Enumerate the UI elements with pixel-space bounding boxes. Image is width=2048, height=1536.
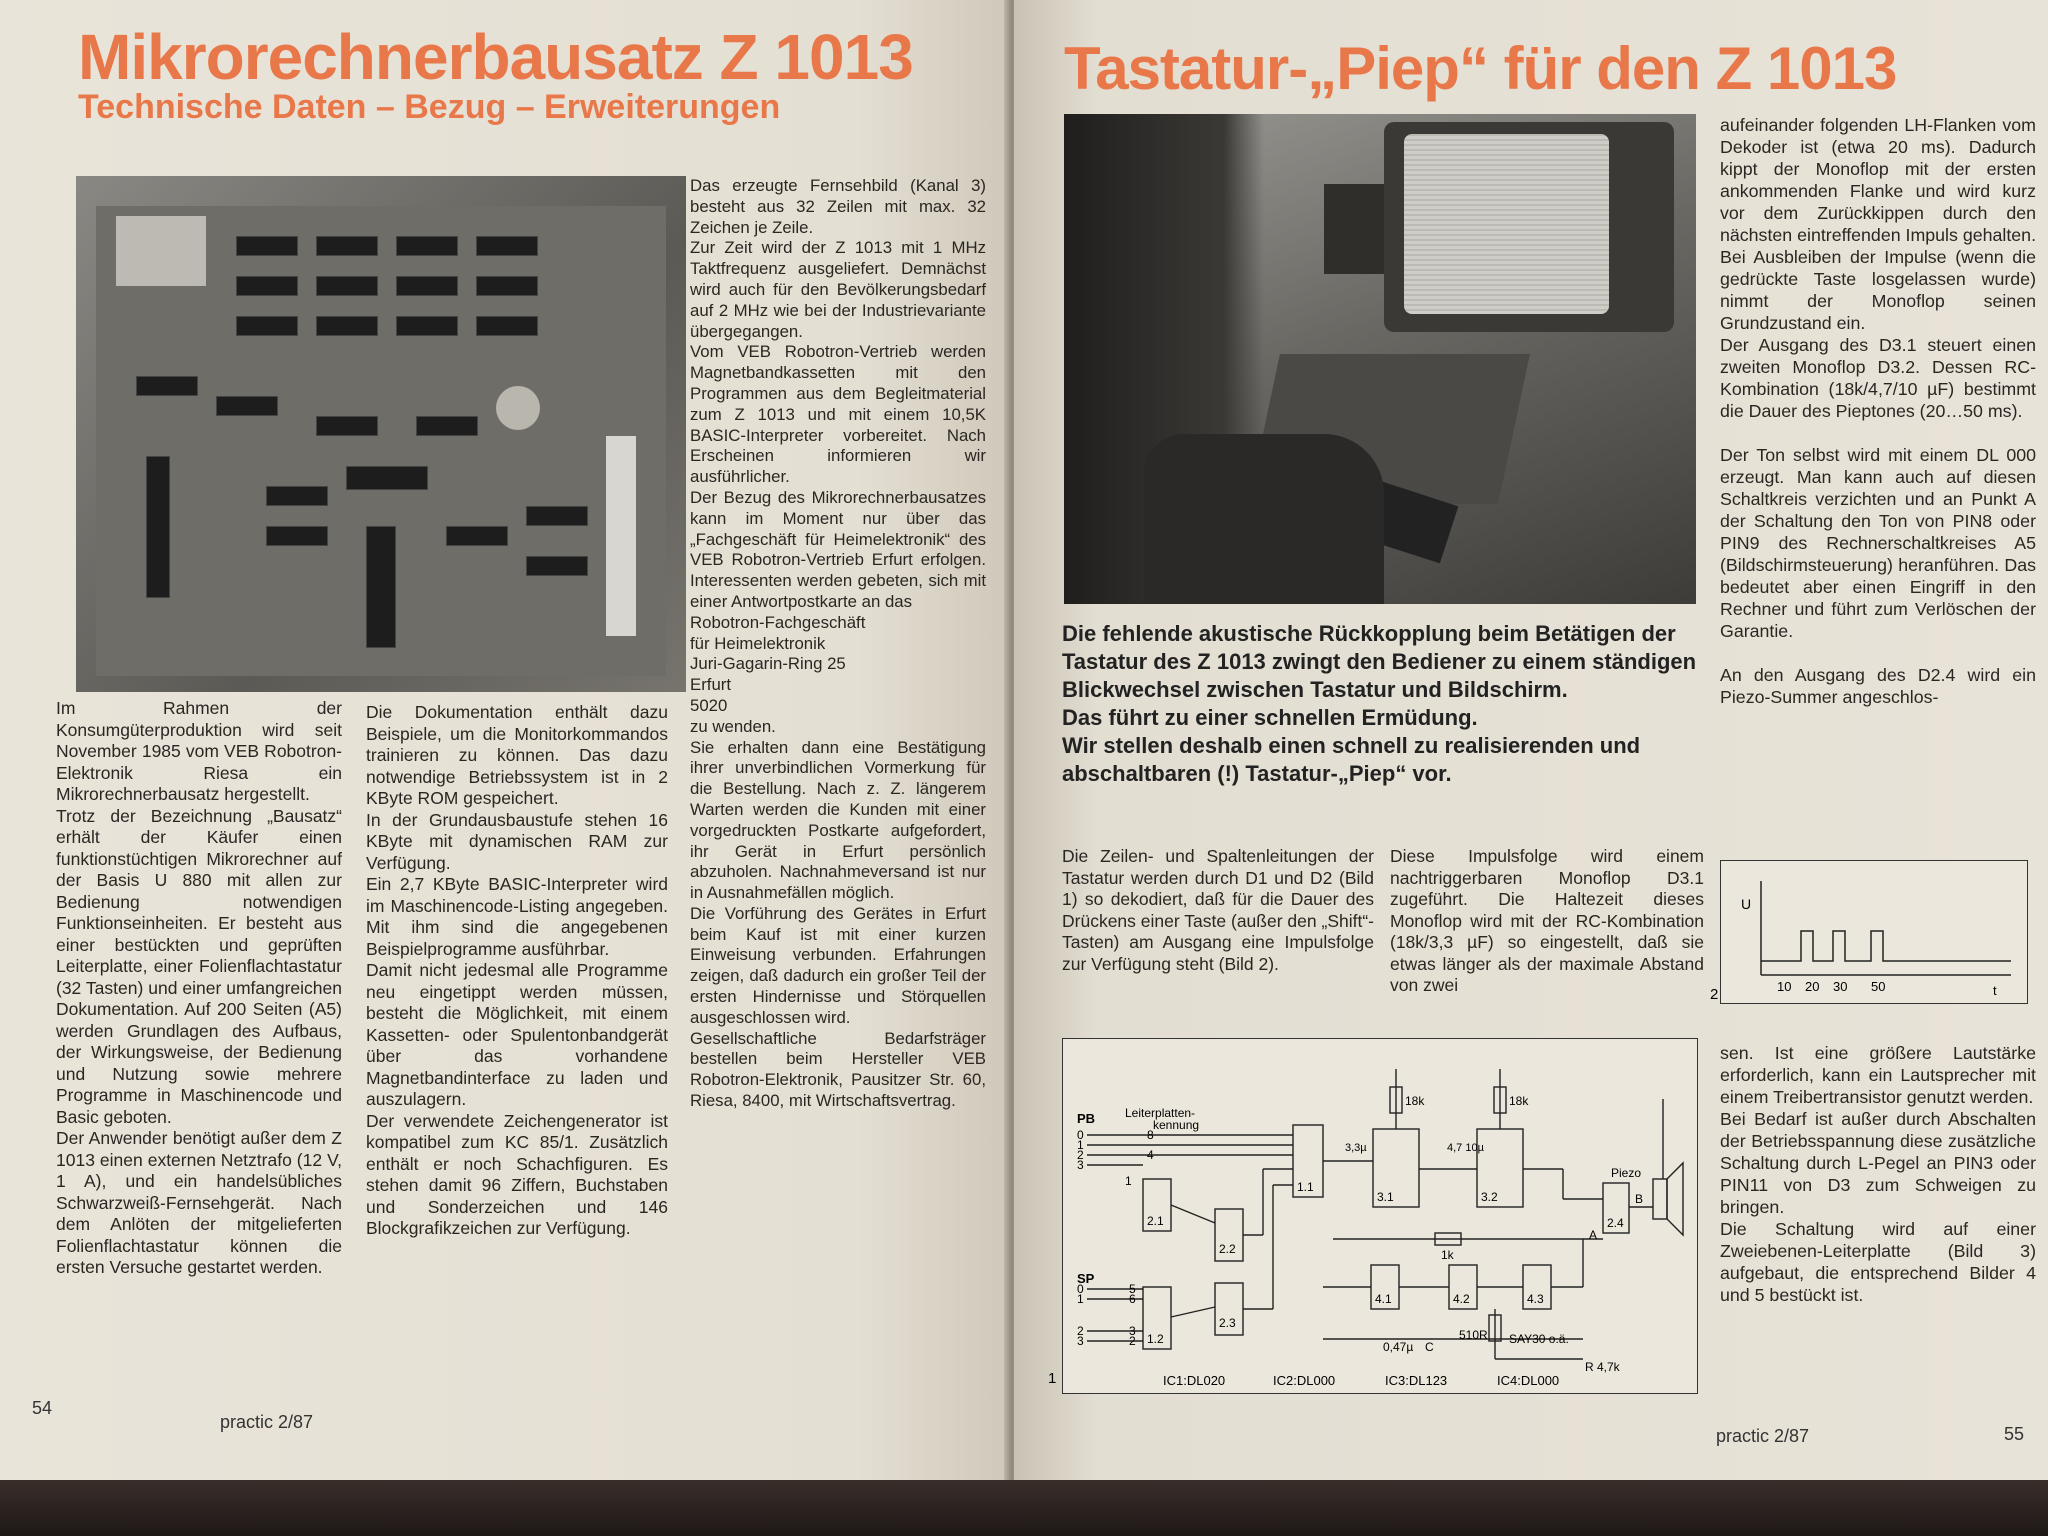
paragraph: Der verwendete Zeichengenerator ist kompatibel zum KC 85/1. Zusätzlich enthält er noch Schachfiguren. Es stehen damit 96 Ziffern, Buchstaben und Sonderzeichen und 146 Blockgrafikzeichen zur Verfügung. (366, 1110, 668, 1238)
address-line: für Heimelektronik (690, 633, 826, 653)
address-line: Erfurt (690, 675, 732, 695)
pin-label: 2 (1077, 1148, 1084, 1162)
paragraph: Der Bezug des Mikrorechnerbausatzes kann im Moment nur über das „Fachgeschäft für Heimelektronik“ des VEB Robotron-Vertrieb Erfurt erfolgen. Interessenten werden gebeten, sich mit einer Antwortpostkarte an das (690, 487, 986, 611)
paragraph: Zur Zeit wird der Z 1013 mit 1 MHz Taktfrequenz ausgeliefert. Demnächst wird auch für den Bevölkerungsbedarf auf 2 MHz wie bei der Industrievariante übergegangen. (690, 238, 986, 341)
pin-number: 5 (1129, 1282, 1136, 1296)
node-a-label: A (1589, 1228, 1598, 1242)
resistor-label: 18k (1509, 1094, 1529, 1108)
right-column-d (1720, 1042, 2036, 1306)
board-photo (76, 176, 686, 692)
paragraph: Trotz der Bezeichnung „Bausatz“ erhält der Käufer einen funktionstüchtigen Mikrorechner auf der Basis U 880 mit allen zur Bedienung notwendigen Funktionseinheiten. Er besteht aus einer bestückten und geprüften Leiterplatte, einer Folienflachtastatur (32 Tasten) und einer umfangreichen Dokumentation. Auf 200 Seiten (A5) werden Grundlagen des Aufbaus, der Wirkungsweise, der Bedienung und Nutzung sowie mehrere Programme in Maschinencode und Basic geboten. (56, 805, 342, 1127)
paragraph: Damit nicht jedesmal alle Programme neu eingetippt werden müssen, besteht die Möglichkeit, mit einem Kassetten- oder Spulentonbandgerät über das vorhandene Magnetbandinterface zu laden und auszulagern. (366, 960, 668, 1109)
paragraph: Vom VEB Robotron-Vertrieb werden Magnetbandkassetten mit den Programmen aus dem Begleitmaterial zum Z 1013 und mit einem 10,5K BASIC-Interpreter vorbereitet. Nach Erscheinen informieren wir ausführlicher. (690, 342, 986, 487)
capacitor-label: 0,47µ (1383, 1340, 1414, 1354)
article-title-right: Tastatur-„Piep“ für den Z 1013 (1064, 35, 1897, 102)
gate-label: 2.3 (1219, 1316, 1236, 1330)
pulse-figure (1720, 860, 2028, 1004)
paragraph: An den Ausgang des D2.4 wird ein Piezo-Summer angeschlos- (1720, 665, 2036, 707)
gate-label: 2.1 (1147, 1214, 1164, 1228)
gate-label: 1.1 (1297, 1180, 1314, 1194)
gate-label: 4.1 (1375, 1292, 1392, 1306)
pin-number: 6 (1129, 1292, 1136, 1306)
capacitor-label: 3,3µ (1345, 1142, 1367, 1154)
tick-label: 50 (1871, 979, 1886, 994)
spacer (1720, 422, 2036, 444)
pin-label: 1 (1077, 1292, 1084, 1306)
pin-number: 3 (1129, 1324, 1136, 1338)
pin-label: 1 (1077, 1138, 1084, 1152)
pulse-diagram (1721, 861, 2027, 1003)
paragraph: sen. Ist eine größere Lautstärke erforderlich, kann ein Lautsprecher mit einem Treibertransistor genutzt werden. (1720, 1043, 2036, 1107)
resistor-label: R 4,7k (1585, 1360, 1620, 1374)
ic-label: IC1:DL020 (1163, 1373, 1226, 1388)
paragraph: Das erzeugte Fernsehbild (Kanal 3) besteht aus 32 Zeilen mit max. 32 Zeichen je Zeile. (690, 176, 986, 237)
capacitor-symbol-label: C (1425, 1340, 1434, 1354)
gate-label: 4.2 (1453, 1292, 1470, 1306)
resistor-label: 510R (1459, 1328, 1488, 1342)
left-column-1 (56, 698, 342, 1279)
article-title-left: Mikrorechnerbausatz Z 1013 (78, 21, 913, 93)
pin-label: 0 (1077, 1282, 1084, 1296)
schematic-figure (1062, 1038, 1698, 1394)
leiterplatten-label: Leiterplatten- (1125, 1106, 1196, 1120)
left-column-3 (690, 176, 986, 1112)
paragraph: Die Vorführung des Gerätes in Erfurt beim Kauf ist mit einer kurzen Einweisung verbunden. Erfahrungen zeigen, daß dadurch ein großer Teil der ersten Hindernisse und Störquellen ausgeschlossen wird. (690, 903, 986, 1027)
right-column-a: Die Zeilen- und Spaltenleitungen der Tastatur werden durch D1 und D2 (Bild 1) so dekodiert, daß für die Dauer des Drückens einer Taste (außer den „Shift“-Tasten) am Ausgang eine Impulsfolge zur Verfügung steht (Bild 2). (1062, 846, 1374, 974)
paragraph: Sie erhalten dann eine Bestätigung ihrer unverbindlichen Vormerkung für die Bestellung. Nach z. Z. längerem Warten werden die Kunden mit einer vorgedruckten Postkarte aufgefordert, ihr Gerät in Erfurt persönlich abzuholen. Nachnahmeversand ist nur in Ausnahmefällen möglich. (690, 737, 986, 903)
page-number-left: 54 (32, 1398, 53, 1418)
gate-label: 2.2 (1219, 1242, 1236, 1256)
intro-caption: Die fehlende akustische Rückkopplung beim Betätigen der Tastatur des Z 1013 zwingt den Bediener zu einem ständigen Blickwechsel zwischen Tastatur und Bildschirm. Das führt zu einer schnellen Ermüdung. Wir stellen deshalb einen schnell zu realisierenden und abschaltbaren (!) Tastatur-„Piep“ vor. (1062, 621, 1697, 786)
kennung-label: kennung (1153, 1118, 1200, 1132)
node-b-label: B (1635, 1192, 1644, 1206)
right-column-c (1720, 114, 2036, 708)
sp-label: SP (1077, 1271, 1095, 1286)
gate-label: 4.3 (1527, 1292, 1544, 1306)
tick-label: 10 (1777, 979, 1792, 994)
footer-left: practic 2/87 (220, 1412, 314, 1432)
resistor-label: 1k (1441, 1248, 1454, 1262)
capacitor-label: 4,7 10µ (1447, 1142, 1484, 1154)
paragraph: Die Schaltung wird auf einer Zweiebenen-Leiterplatte (Bild 3) aufgebaut, die entsprechend Bilder 4 und 5 bestückt ist. (1720, 1219, 2036, 1305)
pin-label: 0 (1077, 1128, 1084, 1142)
right-page (1014, 0, 2048, 1480)
address-line: Robotron-Fachgeschäft (690, 612, 866, 632)
diode-label: SAY30 o.ä. (1509, 1332, 1569, 1346)
gate-label: 1.2 (1147, 1332, 1164, 1346)
tick-label: 20 (1805, 979, 1820, 994)
y-axis-label: U (1741, 896, 1752, 912)
address-line: 5020 (690, 695, 728, 715)
paragraph: Bei Bedarf ist außer durch Abschalten der Betriebsspannung diese zusätzliche Schaltung durch L-Pegel an PIN3 oder PIN11 von D3 zum Schweigen zu bringen. (1720, 1109, 2036, 1217)
article-subtitle-left: Technische Daten – Bezug – Erweiterungen (78, 88, 781, 126)
pin-label: 3 (1077, 1158, 1084, 1172)
pb-label: PB (1077, 1111, 1096, 1126)
paragraph: Der Anwender benötigt außer dem Z 1013 einen externen Netztrafo (12 V, 1 A), und ein handelsübliches Schwarzweiß-Fernsehgerät. Nach dem Anlöten der mitgelieferten Folienflachtastatur können die ersten Versuche gestartet werden. (56, 1128, 342, 1277)
x-axis-label: t (1993, 983, 1997, 998)
keyboard-photo (1064, 114, 1696, 604)
page-number-right: 55 (2004, 1424, 2025, 1444)
schematic-diagram (1063, 1039, 1697, 1393)
paragraph: aufeinander folgenden LH-Flanken vom Dekoder ist (etwa 20 ms). Dadurch kippt der Monoflop mit der ersten ankommenden Flanke und wird kurz vor dem Zurückkippen durch den nächsten eintreffenden Impuls gehalten. Bei Ausbleiben der Impulse (wenn die gedrückte Taste losgelassen wurde) nimmt der Monoflop seinen Grundzustand ein. (1720, 115, 2037, 333)
pin-number: 1 (1125, 1174, 1132, 1188)
pin-number: 2 (1129, 1334, 1136, 1348)
footer-right: practic 2/87 (1716, 1426, 1810, 1446)
paragraph: Gesellschaftliche Bedarfsträger bestellen beim Hersteller VEB Robotron-Elektronik, Pausitzer Str. 60, Riesa, 8400, mit Wirtschaftsvertrag. (690, 1028, 986, 1111)
right-column-b: Diese Impulsfolge wird einem nachtriggerbaren Monoflop D3.1 zugeführt. Die Haltezeit dieses Monoflop wird mit der RC-Kombination (18k/3,3 µF) so eingestellt, daß sie etwas länger als der maximale Abstand von zwei (1390, 846, 1704, 995)
figure-number-2: 2 (1710, 986, 1719, 1003)
ic-label: IC2:DL000 (1273, 1373, 1336, 1388)
monoflop-label: 3.1 (1377, 1190, 1394, 1204)
left-column-2 (366, 702, 668, 1240)
left-page (0, 0, 1010, 1480)
paragraph: zu wenden. (690, 716, 776, 736)
gate-label: 2.4 (1607, 1216, 1624, 1230)
paragraph: Im Rahmen der Konsumgüterproduktion wird seit November 1985 vom VEB Robotron-Elektronik Riesa ein Mikrorechnerbausatz hergestellt. (56, 698, 342, 804)
pin-label: 3 (1077, 1334, 1084, 1348)
spacer (1720, 642, 2036, 664)
pin-number: 4 (1147, 1148, 1154, 1162)
ic-label: IC4:DL000 (1497, 1373, 1560, 1388)
figure-number-1: 1 (1048, 1370, 1057, 1387)
paragraph: Ein 2,7 KByte BASIC-Interpreter wird im Maschinencode-Listing angegeben. Mit ihm sind die angegebenen Beispielprogramme ausführbar. (366, 874, 668, 959)
piezo-label: Piezo (1611, 1166, 1642, 1180)
paragraph: In der Grundausbaustufe stehen 16 KByte mit dynamischen RAM zur Verfügung. (366, 809, 668, 873)
table-background (0, 1480, 2048, 1536)
paragraph: Der Ton selbst wird mit einem DL 000 erzeugt. Man kann auch auf diesen Schaltkreis verzichten und an Punkt A der Schaltung den Ton von PIN8 oder PIN9 des Rechnerschaltkreises A5 (Bildschirmsteuerung) heranführen. Das bedeutet aber einen Eingriff in den Rechner und führt zum Verlöschen der Garantie. (1720, 445, 2036, 641)
ic-label: IC3:DL123 (1385, 1373, 1448, 1388)
tick-label: 30 (1833, 979, 1848, 994)
monoflop-label: 3.2 (1481, 1190, 1498, 1204)
paragraph: Der Ausgang des D3.1 steuert einen zweiten Monoflop D3.2. Dessen RC-Kombination (18k/4,7/10 µF) bestimmt die Dauer des Pieptones (20…50 ms). (1720, 335, 2036, 421)
pin-label: 2 (1077, 1324, 1084, 1338)
pin-number: 8 (1147, 1128, 1154, 1142)
paragraph: Die Dokumentation enthält dazu Beispiele, um die Monitorkommandos trainieren zu können. Das dazu notwendige Betriebssystem ist in 2 KByte ROM gespeichert. (366, 702, 668, 808)
address-line: Juri-Gagarin-Ring 25 (690, 654, 846, 674)
resistor-label: 18k (1405, 1094, 1425, 1108)
